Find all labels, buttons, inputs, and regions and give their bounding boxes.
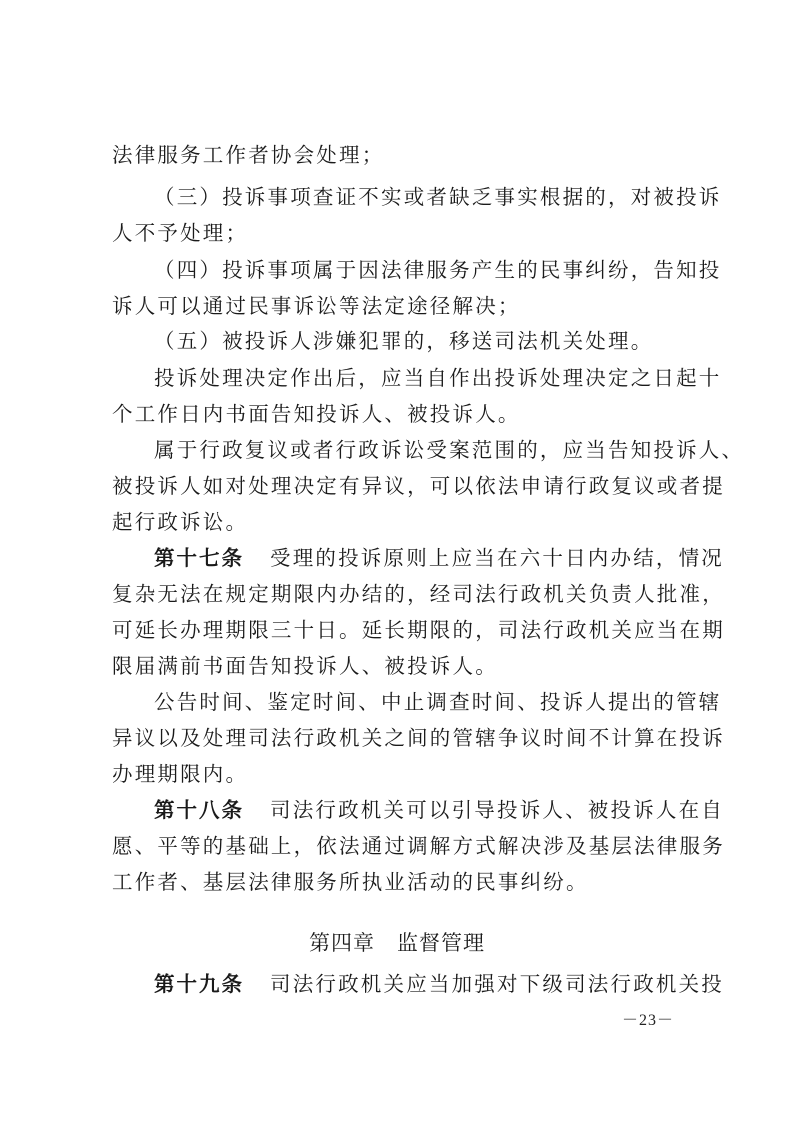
article-19-text: 司法行政机关应当加强对下级司法行政机关投 — [270, 972, 724, 996]
paragraph-line: 法律服务工作者协会处理； — [112, 143, 385, 167]
article-19-first-line — [154, 966, 724, 1002]
paragraph-line: 被投诉人如对处理决定有异议，可以依法申请行政复议或者提 — [112, 474, 725, 498]
paragraph-line: 人不予处理； — [112, 221, 249, 245]
paragraph-line: 办理期限内。 — [112, 762, 249, 786]
paragraph-line: 限届满前书面告知投诉人、被投诉人。 — [112, 654, 498, 678]
article-17-first-line — [154, 540, 724, 576]
article-19-label: 第十九条 — [154, 972, 244, 996]
page-number: －23－ — [621, 1012, 674, 1029]
paragraph-line: 投诉处理决定作出后，应当自作出投诉处理决定之日起十 — [154, 366, 722, 390]
paragraph-line: 起行政诉讼。 — [112, 510, 249, 534]
paragraph-line: （五）被投诉人涉嫌犯罪的，移送司法机关处理。 — [154, 329, 654, 353]
article-17-label: 第十七条 — [154, 546, 244, 570]
article-17-text: 受理的投诉原则上应当在六十日内办结，情况 — [270, 546, 724, 570]
paragraph-line: 属于行政复议或者行政诉讼受案范围的，应当告知投诉人、 — [154, 438, 745, 462]
paragraph-line: 愿、平等的基础上，依法通过调解方式解决涉及基层法律服务 — [112, 834, 725, 858]
chapter-heading: 第四章 监督管理 — [309, 931, 485, 955]
paragraph-line: 个工作日内书面告知投诉人、被投诉人。 — [112, 402, 521, 426]
article-18-label: 第十八条 — [154, 798, 244, 822]
paragraph-line: （三）投诉事项查证不实或者缺乏事实根据的，对被投诉 — [154, 185, 722, 209]
paragraph-line: 诉人可以通过民事诉讼等法定途径解决； — [112, 294, 521, 318]
paragraph-line: 公告时间、鉴定时间、中止调查时间、投诉人提出的管辖 — [154, 690, 722, 714]
paragraph-line: （四）投诉事项属于因法律服务产生的民事纠纷，告知投 — [154, 258, 722, 282]
paragraph-line: 工作者、基层法律服务所执业活动的民事纠纷。 — [112, 870, 589, 894]
paragraph-line: 可延长办理期限三十日。延长期限的，司法行政机关应当在期 — [112, 618, 725, 642]
article-18-text: 司法行政机关可以引导投诉人、被投诉人在自 — [270, 798, 724, 822]
paragraph-line: 复杂无法在规定期限内办结的，经司法行政机关负责人批准， — [112, 582, 725, 606]
paragraph-line: 异议以及处理司法行政机关之间的管辖争议时间不计算在投诉 — [112, 726, 725, 750]
article-18-first-line — [154, 792, 724, 828]
